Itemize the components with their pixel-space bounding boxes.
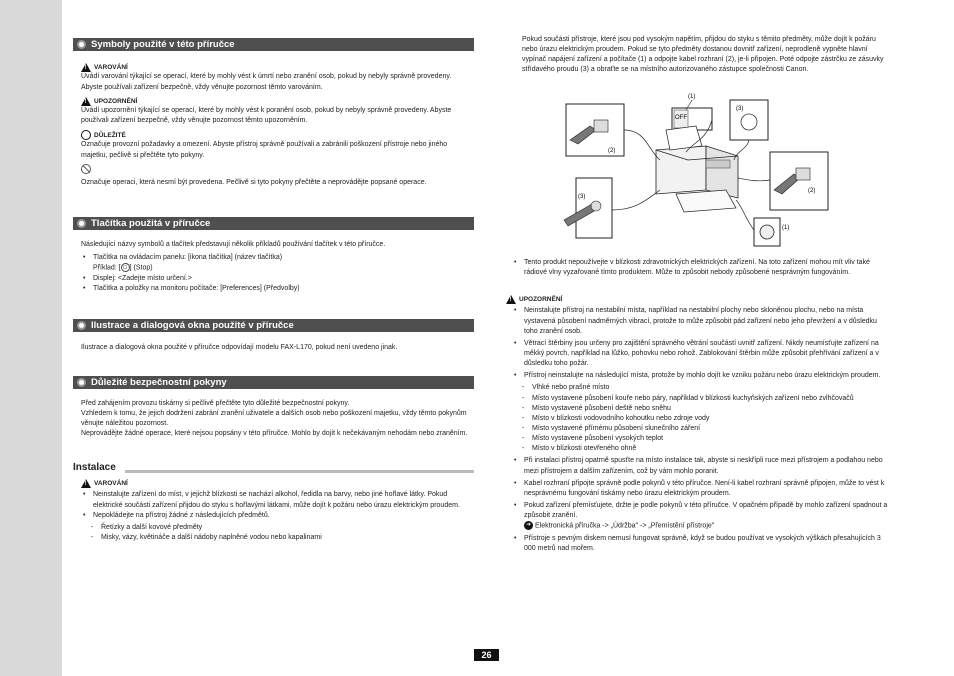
list-item: • Při instalaci přístroj opatrně spusťte na místo instalace tak, abyste si neskřípli ruce mezi přístrojem a podlahou nebo mezi přístrojem a dalším zařízením, což by vám mohlo poranit. (512, 456, 892, 476)
page-gutter (0, 0, 62, 676)
section-header-safety: Důležité bezpečnostní pokyny (73, 376, 474, 389)
list-item: - Místo v blízkosti otevřeného ohně (512, 444, 892, 454)
list-item: - Misky, vázy, květináče a další nádoby naplněné vodou nebo kapalinami (81, 533, 473, 543)
manual-reference-link[interactable]: Elektronická příručka -> „Údržba" -> „Přemístění přístroje" (535, 522, 715, 530)
bullet-circle-icon (77, 321, 86, 330)
page-number: 26 (474, 649, 499, 661)
list-item: • Přístroje s pevným diskem nemusí fungovat správně, když se budou používat ve vysokých výškách přesahujících 3 000 metrů nad mořem. (512, 534, 892, 554)
list-item: - Místo vystavené působení deště nebo sněhu (512, 404, 892, 414)
stop-key-icon: ◻ (121, 263, 130, 272)
important-circle-icon (81, 130, 91, 140)
section-header-buttons: Tlačítka použitá v příručce (73, 217, 474, 230)
caution-block (506, 295, 892, 554)
prohibit-icon-row (81, 164, 473, 178)
bullet-circle-icon (77, 219, 86, 228)
installation-heading: Instalace (73, 461, 474, 474)
callout-1-bottom: (1) (782, 225, 790, 231)
illustrations-text: Ilustrace a dialogová okna použité v příručce odpovídají modelu FAX-L170, pokud není uvedeno jinak. (81, 344, 398, 351)
top-text: Pokud součásti přístroje, které jsou pod vysokým napětím, přijdou do styku s těmito předměty, může dojít k požáru nebo úrazu elektrickým proudem. Pokud se tyto předměty dostanou dovnitř zařízení, neprodleně vypněte hlavní vypínač napájení zařízení a počítače (1) a odpojte kabel rozhraní (2), je-li připojen. Poté odpojte zástrčku ze zásuvky střídavého proudu (3) a obraťte se na místního autorizovaného zástupce společnosti Canon. (522, 36, 884, 74)
off-label: OFF (675, 115, 687, 121)
important-text: Označuje provozní požadavky a omezení. Abyste přístroj správně používali a zabránili poškození přístroje nebo jiného majetku, pečlivě si přečtěte tyto pokyny. (81, 141, 448, 159)
list-item: - Místo vystavené působení vysokých teplot (512, 434, 892, 444)
warning-text: Uvádí varování týkající se operací, které by mohly vést k úmrtí nebo zranění osob, pokud by nebyly správně provedeny. Abyste používali zařízení bezpečně, vždy věnujte pozornost těmto varováním. (81, 73, 452, 91)
heading-rule (125, 470, 474, 473)
bullet-circle-icon (77, 378, 86, 387)
caution-triangle-icon (81, 97, 91, 106)
safety-block: Před zahájením provozu tiskárny si pečlivě přečtěte tyto důležité bezpečnostní pokyny. Vzhledem k tomu, že jejich dodržení zabrání zranění uživatele a dalších osob nebo poškození majetku, vždy těmto pokynům věnujte náležitou pozornost. Neprovádějte žádné operace, které nejsou popsány v této příručce. Mohlo by dojít k nečekávaným nehodám nebo zraněním. (81, 400, 468, 438)
list-item: • Kabel rozhraní připojte správně podle pokynů v této příručce. Není-li kabel rozhraní správně připojen, může to vést k nesprávnému fungování tiskárny nebo úrazu elektrickým proudem. (512, 479, 892, 499)
list-item: • Tlačítka a položky na monitoru počítače: [Preferences] (Předvolby) (81, 284, 473, 294)
prohibited-icon (81, 164, 91, 174)
symbols-block (81, 63, 473, 188)
reference-arrow-icon: ➜ (525, 522, 532, 529)
caution-text: Uvádí upozornění týkající se operací, které by mohly vést k poranění osob, pokud by nebyly správně provedeny. Abyste používali zařízení bezpečně, vždy věnujte pozornost těmto upozorněním. (81, 107, 452, 125)
list-item: • Větrací štěrbiny jsou určeny pro zajištění správného větrání součástí uvnitř zařízení. Nikdy neumísťujte zařízení na měkký povrch, například na lůžko, pohovku nebo rohož. Zablokování štěrbin může způsobit přehřívání zařízení a v důsledku toho požár. (512, 339, 892, 369)
list-item: - Místo vystavené přímému působení slunečního záření (512, 424, 892, 434)
callout-1-top: (1) (688, 94, 696, 100)
callout-3-left: (3) (578, 194, 586, 200)
installation-block (81, 479, 473, 543)
buttons-intro: Následující názvy symbolů a tlačítek představují několik příkladů používání tlačítek v této příručce. (81, 241, 386, 248)
list-item: • Přístroj neinstalujte na následující místa, protože by mohlo dojít ke vzniku požáru nebo úrazu elektrickým proudem. (512, 371, 892, 381)
warning-triangle-icon (81, 479, 91, 488)
buttons-block (81, 240, 473, 294)
list-item: • Pokud zařízení přemísťujete, držte je podle pokynů v této příručce. V opačném případě by mohlo zařízení spadnout a způsobit zranění. ➜ Elektronická příručka -> „Údržba" -> „Přemístění přístroje" (512, 501, 892, 532)
warning-tag: ! VAROVÁNÍ (81, 479, 473, 488)
list-item: - Místo vystavené působení kouře nebo páry, například v blízkosti kuchyňských zařízení nebo zvlhčovačů (512, 394, 892, 404)
callout-2-left: (2) (608, 148, 616, 154)
section-header-symbols: Symboly použité v této příručce (73, 38, 474, 51)
buttons-list (81, 253, 473, 294)
usb-cable-box (770, 152, 828, 210)
list-item: • Tlačítka na ovládacím panelu: [ikona tlačítka] (název tlačítka) Příklad: [ ◻ ] (Stop) (81, 253, 473, 274)
callout-2-right: (2) (808, 188, 816, 194)
prohibit-text: Označuje operaci, která nesmí být provedena. Pečlivě si tyto pokyny přečtěte a neprovádějte popsané operace. (81, 178, 427, 186)
list-item: - Řetízky a další kovové předměty (81, 523, 473, 533)
warning-triangle-icon (81, 63, 91, 72)
list-item: • Tento produkt nepoužívejte v blízkosti zdravotnických elektrických zařízení. Na toto zařízení mohou mít vliv také rádiové vlny vyzařované tímto produktem. Může to způsobit nebody způsobené nesprávným fungováním. (512, 258, 892, 278)
caution-tag: ! UPOZORNĚNÍ (506, 295, 892, 304)
list-item: • Neinstalujte zařízení do míst, v jejichž blízkosti se nachází alkohol, ředidla na barvy, nebo jiné hořlavé látky. Pokud elektrické součásti zařízení přijdou do styku s hořlavými látkami, může dojít k požáru nebo úrazu elektrickým proudem. (81, 490, 473, 510)
caution-triangle-icon (506, 295, 516, 304)
disconnect-illustration (556, 90, 846, 250)
important-tag: DŮLEŽITÉ (81, 130, 473, 140)
bullet-circle-icon (77, 40, 86, 49)
callout-3-top: (3) (736, 106, 744, 112)
list-item: • Displej: <Zadejte místo určení.> (81, 274, 473, 284)
list-item: - Místo v blízkosti vodovodního kohoutku nebo zdroje vody (512, 414, 892, 424)
section-header-illustrations: Ilustrace a dialogová okna použité v příručce (73, 319, 474, 332)
caution-tag: ! UPOZORNĚNÍ (81, 97, 473, 106)
list-item: • Nepokládejte na přístroj žádné z následujících předmětů. (81, 511, 473, 521)
printer-drawing (656, 126, 738, 212)
list-item: - Vlhké nebo prašné místo (512, 383, 892, 393)
warning-tag: ! VAROVÁNÍ (81, 63, 473, 72)
list-item: • Neinstalujte přístroj na nestabilní místa, například na nestabilní plochy nebo skloněnou plochu, nebo na místa vystavená působení nadměrných vibrací, protože to může způsobit pád zařízení nebo jeho převržení a v důsledku toho zranění osob. (512, 306, 892, 336)
